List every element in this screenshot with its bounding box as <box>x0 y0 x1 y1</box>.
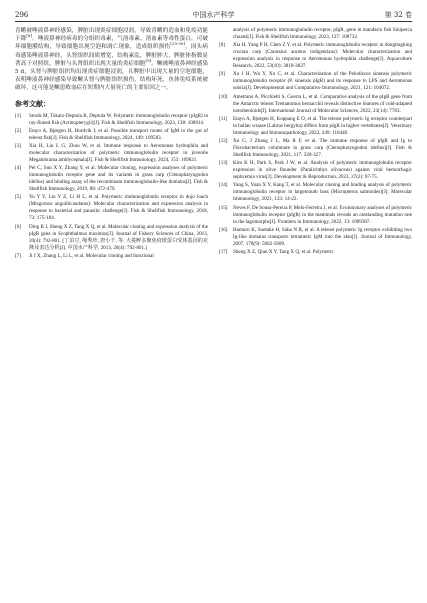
reference-number: [5] <box>15 194 21 201</box>
volume-label: 第 32 卷 <box>384 11 412 19</box>
reference-item <box>219 94 412 115</box>
reference-item <box>219 27 412 41</box>
reference-text: Ametrano A, Picchietti S, Guerra L, et al. Comparative analysis of the pIgR gene from the Antarctic teleost Trematomus bernacchii reveals distinctive features of cold-adapted notothenioids[J]. International Journal of Molecular Sciences, 2022, 23(14): 7783. <box>233 93 412 114</box>
reference-text: Stosik M, Tokarz-Deptula B, Deptula W. Polymeric immunoglobulin receptor (pIgR) in ray-finned fish (Actinopterygii)[J]. Fish & Shellfish Immunology, 2023, 138: 108814. <box>29 112 208 126</box>
reference-list-left <box>15 113 208 260</box>
reference-text: Ding B J, Sheng X Z, Tang X Q, et al. Molecular cloning and expression analysis of the pIgR gene in Scophthalmus maximus[J]. Journal of Fishery Sciences of China, 2013, 20(4): 792-801. [丁泊豆, 绳秀珍, 唐小千, 等. 大菱鲆多聚免疫球蛋白受体基因的克隆及表达分析[J]. 中国水产科学, 2013, 20(4): 792-801.] <box>29 223 208 251</box>
reference-text: Sheng X Z, Qian X Y, Tang X Q, et al. Polymeric <box>233 248 334 255</box>
reference-text: Yang S, Yuan X Y, Kang T, et al. Molecular cloning and binding analysis of polymeric immunoglobulin receptor in largemouth bass (Micropterus salmoides)[J]. Molecular Immunology, 2021, 133: 14-22. <box>233 182 412 203</box>
reference-item <box>219 249 412 256</box>
reference-item <box>15 113 208 127</box>
reference-number: [11] <box>219 115 228 122</box>
reference-text: Etayo A, Bjørgen H, Koppang E O, et al. The teleost polymeric Ig receptor counterpart in ballan wrasse (Labrus bergylta) differs from pIgR in higher vertebrates[J]. Veterinary Immunology and Immunopathology, 2022, 249: 110440. <box>233 115 412 136</box>
reference-number: [3] <box>15 143 21 149</box>
running-header <box>15 9 412 22</box>
reference-item <box>15 128 208 142</box>
reference-number: [16] <box>219 226 228 233</box>
reference-item <box>219 138 412 159</box>
reference-number: [12] <box>219 137 228 144</box>
reference-item <box>15 194 208 222</box>
reference-text: Pei C, Sun X Y, Zhang Y, et al. Molecular cloning, expression analyses of polymeric immunoglobulin receptor gene and its variants in grass carp (Ctenopharyngodon idellus) and binding assay of the recombinant immunoglobulin-like domains[J]. Fish & Shellfish Immunology, 2019, 88: 472-479. <box>29 165 208 193</box>
page-number: 296 <box>15 11 29 19</box>
reference-text: Xia H, Yang P H, Chen Z Y, et al. Polymeric immunoglobulin receptor in dongtingking crucian carp (Carassius auratus indigentiaus): Molecular characterization and expression analysis in response to Aeromonas hydrophila challenge[J]. Aquaculture Research, 2022, 53(10): 3818-3827. <box>233 42 412 70</box>
reference-text: Neves F, De Sousa-Pereira P, Melo-Ferreira J, et al. Evolutionary analyses of polymeric immunoglobulin receptor (pIgR) in the mammals reveals an outstanding mutation rate in the lagomorphs[J]. Frontiers in Immunology, 2022, 13: 1009387. <box>233 204 412 225</box>
right-column <box>219 27 412 257</box>
reference-item <box>219 205 412 226</box>
references-heading: 参考文献： <box>15 98 50 108</box>
body-paragraph: 青鳉被唾液鼻神经感染，脾脏出现炎症细胞浸润，导致青鳉的造血和免疫功能下降[8]。唾液鼻神经病毒的分组织毒素，气溶毒素、溶血素等毒性蛋白，可破坏细胞膜结构，导致细胞出现空泡和凋亡现象，造成组织损伤[29-30]。因头病毒感染唾液鼻神经，头肾组织间质增宽，结构紊乱，脾脏肿大，脾脏体指数显著高于对照组，脾脏与头肾组织出现大量的炎症细胞[9]。鳜被唾液鼻神经感染 5 d，头肾与脾脏组织均出现炎症细胞浸润，且脾脏中出现大量的空泡细胞，表明唾液鼻神经感染导致鳜头肾与脾脏组织损伤，结构坏死，鱼体免疫系统被破坏，这可能是鳜患败血症在短期内大量死亡的主要原因之一。 <box>15 28 208 92</box>
reference-number: [1] <box>15 112 21 119</box>
reference-text: Etayo A, Bjørgen H, Hordvik I, et al. Possible transport routes of IgM to the gut of teleost fish[J]. Fish & Shellfish Immunology, 2024, 149: 109583. <box>29 127 208 141</box>
reference-number: [15] <box>219 204 228 211</box>
reference-list-right <box>219 27 412 256</box>
reference-number: [4] <box>15 165 21 172</box>
reference-number: [6] <box>15 223 21 230</box>
reference-item <box>219 182 412 203</box>
reference-number: [7] <box>15 252 21 259</box>
reference-item <box>219 71 412 92</box>
journal-name: 中国水产科学 <box>192 11 235 19</box>
reference-number: [13] <box>219 160 228 167</box>
reference-text: Yu Y Y, Liu Y Z, Li H L, et al. Polymeric immunoglobulin receptor in dojo loach (Misgurnus anguillicaudatus): Molecular characterization and expression analysis in response to bacterial and parasitic challenge[J]. Fish & Shellfish Immunology, 2018, 73: 175-184. <box>29 194 208 222</box>
reference-item <box>219 42 412 70</box>
reference-item <box>219 116 412 137</box>
reference-text: Kim K H, Park S, Park J W, et al. Analysis of polymeric immunoglobulin receptor expression in olive flounder (Paralichthys olivaceus) against viral hemorrhagic septicemia virus[J]. Development & Reproduction, 2023, 27(2): 67-75. <box>233 160 412 181</box>
reference-text: Hamuro K, Suetake H, Saha N R, et al. A teleost polymeric Ig receptor exhibiting two Ig-like domains transports tetrameric IgM into the skin[J]. Journal of Immunology, 2007, 178(9): 5682-5689. <box>233 226 412 247</box>
left-column <box>15 27 208 261</box>
reference-text: Xu J H, Wu Y, Xu C, et al. Characterization of the Pelodiscus sinensis polymeric immunoglobulin receptor (P. sinensis pIgR) and its response to LPS and Aeromonas sobria[J]. Developmental and Comparative Immunology, 2021, 121: 104072. <box>233 71 412 92</box>
reference-item <box>219 160 412 181</box>
reference-number: [17] <box>219 248 228 255</box>
reference-item <box>15 253 208 260</box>
reference-number: [8] <box>219 42 225 49</box>
reference-item <box>219 227 412 248</box>
reference-number: [14] <box>219 182 228 189</box>
reference-number: [10] <box>219 93 228 100</box>
reference-text: Ji J X, Zhang L, Li L, et al. Molecular cloning and functional <box>29 252 154 259</box>
reference-number: [9] <box>219 71 225 78</box>
reference-text: Xia H, Liu L G, Zhou W, et al. Immune response to Aeromonas hydrophila and molecular characterization of polymeric immunoglobulin receptor in juvenile Megalobrama amblycephala[J]. Fish & Shellfish Immunology, 2024, 153: 109821. <box>29 143 208 163</box>
reference-item <box>15 224 208 252</box>
reference-text: analysis of polymeric immunoglobulin receptor, pIgR, gene in mandarin fish Siniperca chuatsi[J]. Fish & Shellfish Immunology, 2023, 137: 108732. <box>233 27 412 40</box>
reference-number: [2] <box>15 127 21 134</box>
reference-item <box>15 143 208 164</box>
reference-text: Xu G, J Zhang J L, Ma R F, et al. The immune response of pIgR and Ig to Flavobacterium columnare in grass carp (Ctenopharyngodon idellus)[J]. Fish & Shellfish Immunology, 2021, 117: 320-327. <box>233 137 412 158</box>
reference-item <box>15 165 208 193</box>
